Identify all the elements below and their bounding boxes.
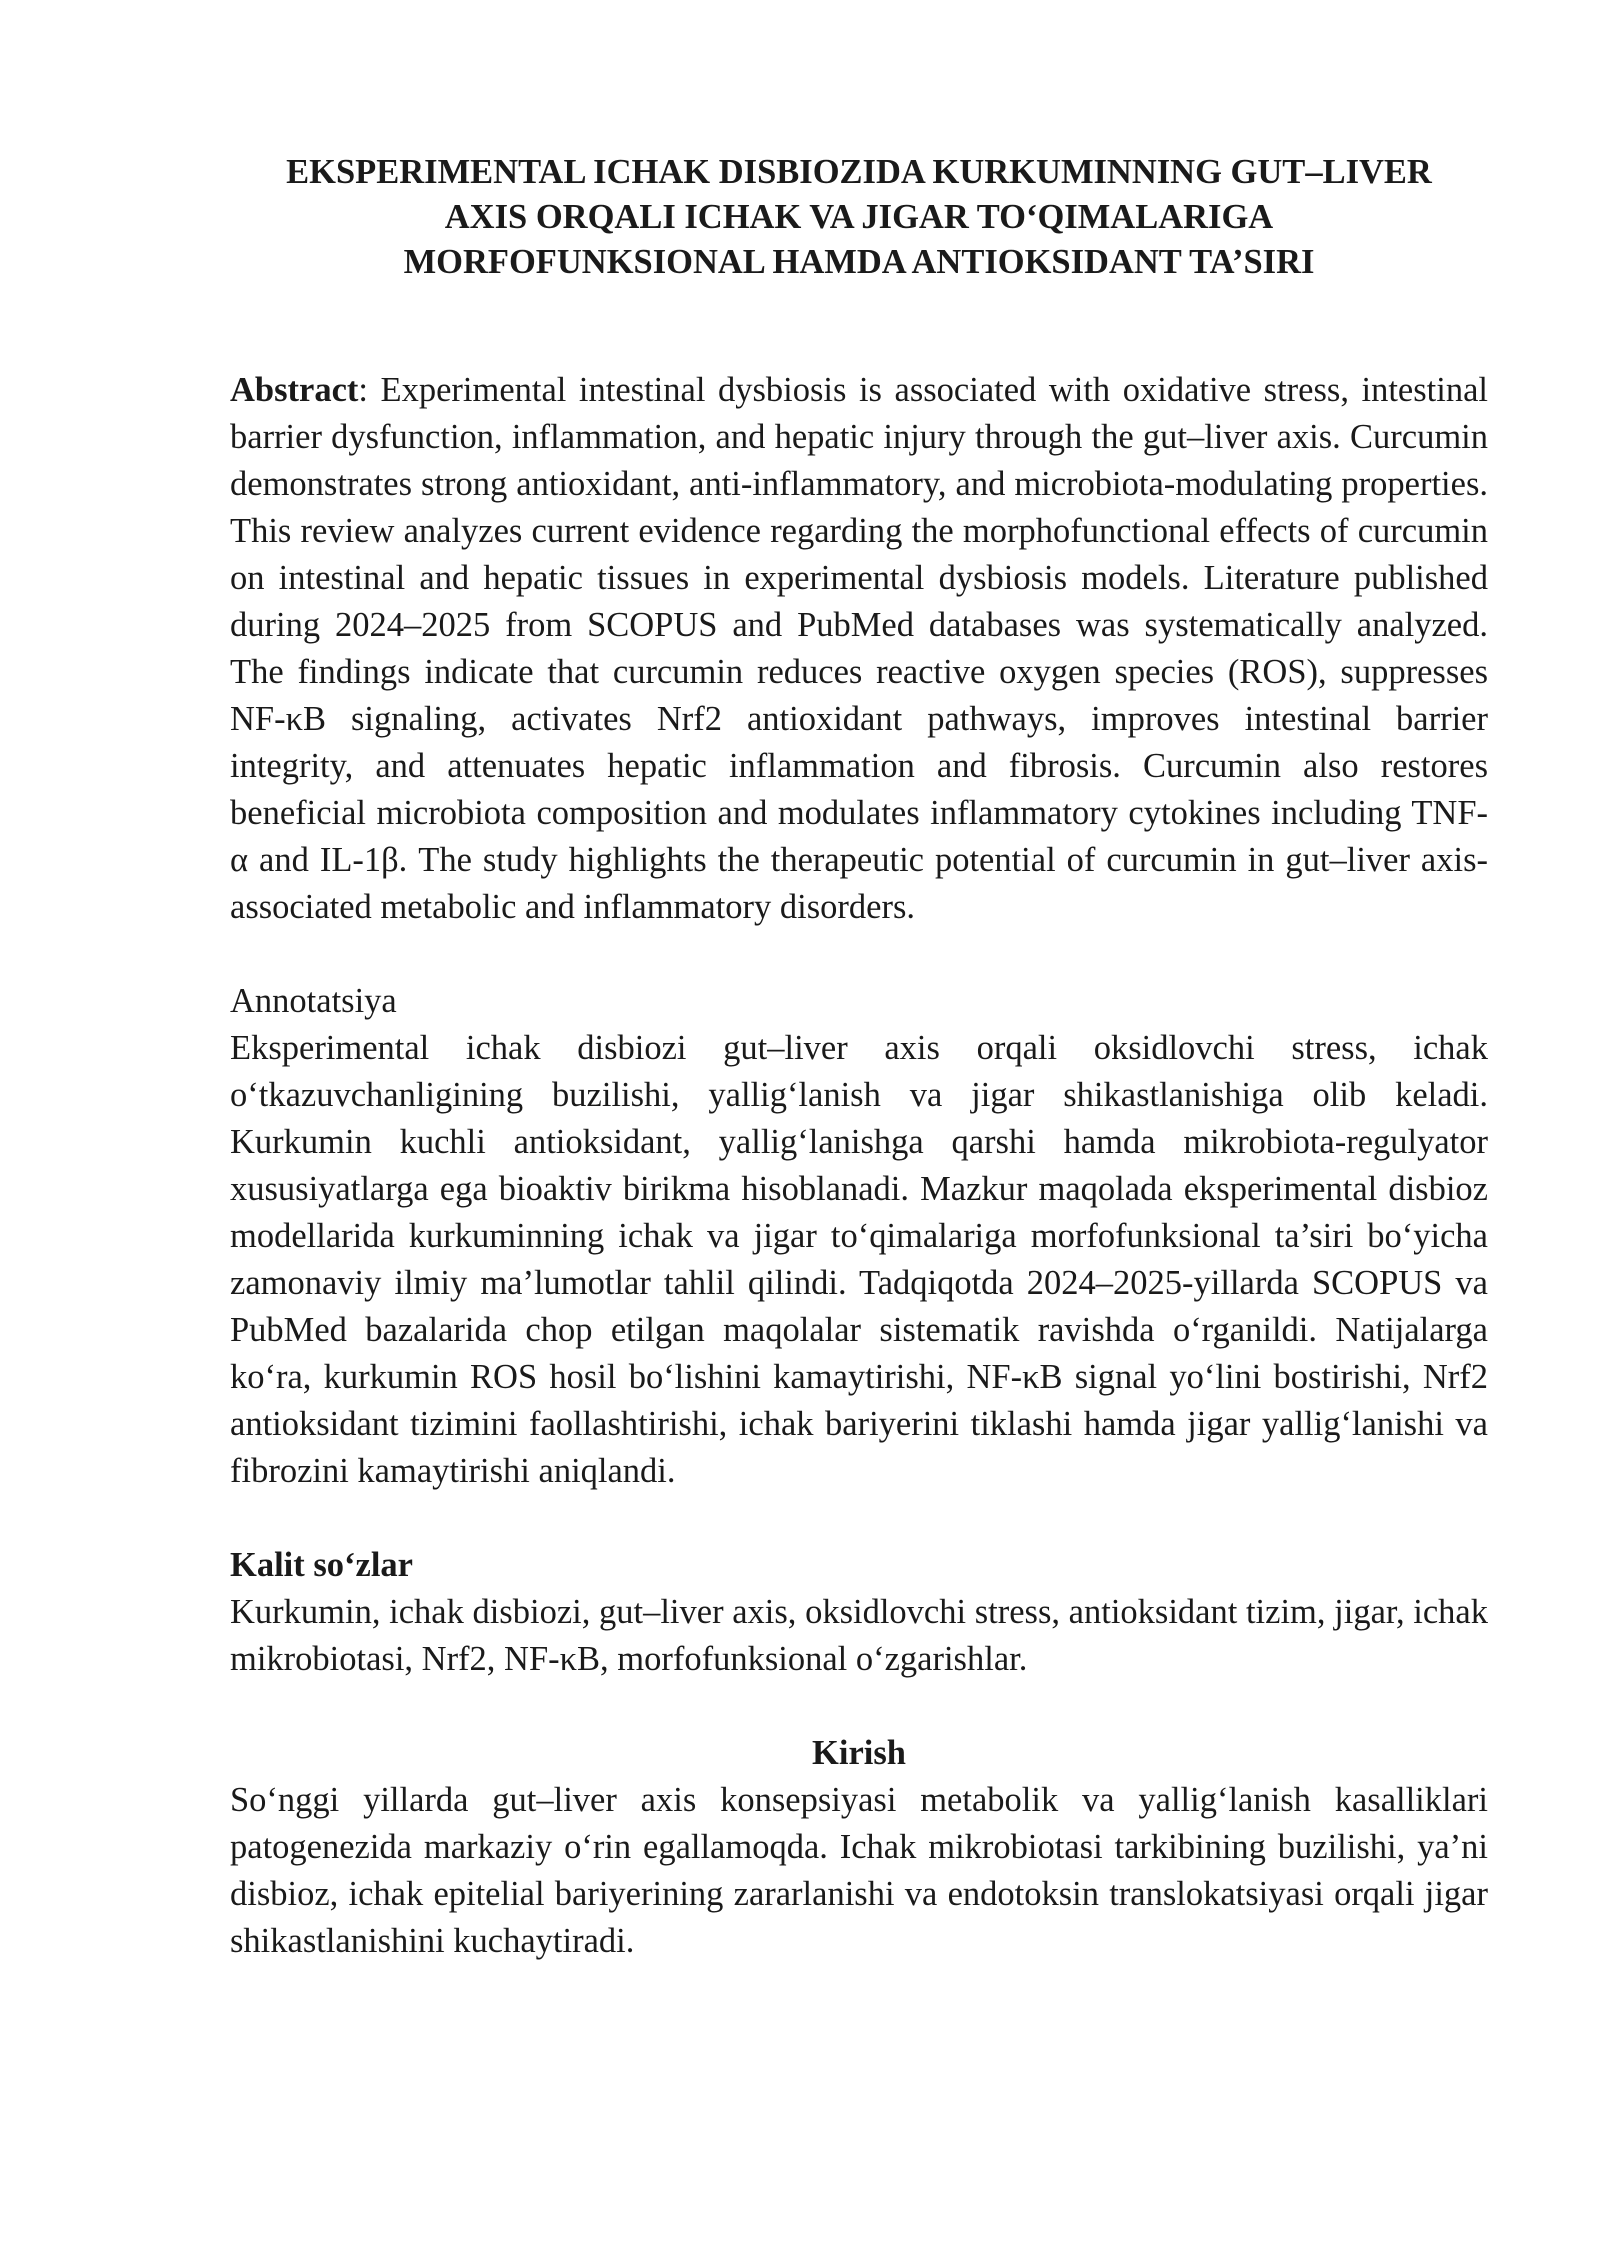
document-page bbox=[230, 150, 1488, 1965]
abstract-text: Experimental intestinal dysbiosis is associated with oxidative stress, intestinal barrier dysfunction, inflammation, and hepatic injury through the gut–liver axis. Curcumin demonstrates strong antioxidant, anti-inflammatory, and microbiota-modulating properties. This review analyzes current evidence regarding the morphofunctional effects of curcumin on intestinal and hepatic tissues in experimental dysbiosis models. Literature published during 2024–2025 from SCOPUS and PubMed databases was systematically analyzed. The findings indicate that curcumin reduces reactive oxygen species (ROS), suppresses NF-κB signaling, activates Nrf2 antioxidant pathways, improves intestinal barrier integrity, and attenuates hepatic inflammation and fibrosis. Curcumin also restores beneficial microbiota composition and modulates inflammatory cytokines including TNF-α and IL-1β. The study highlights the therapeutic potential of curcumin in gut–liver axis-associated metabolic and inflammatory disorders. bbox=[230, 371, 1488, 926]
annotatsiya-text: Eksperimental ichak disbiozi gut–liver axis orqali oksidlovchi stress, ichak o‘tkazuvchanligining buzilishi, yallig‘lanish va jigar shikastlanishiga olib keladi. Kurkumin kuchli antioksidant, yallig‘lanishga qarshi hamda mikrobiota-regulyator xususiyatlarga ega bioaktiv birikma hisoblanadi. Mazkur maqolada eksperimental disbioz modellarida kurkuminning ichak va jigar to‘qimalariga morfofunksional ta’siri bo‘yicha zamonaviy ilmiy ma’lumotlar tahlil qilindi. Tadqiqotda 2024–2025-yillarda SCOPUS va PubMed bazalarida chop etilgan maqolalar sistematik ravishda o‘rganildi. Natijalarga ko‘ra, kurkumin ROS hosil bo‘lishini kamaytirishi, NF-κB signal yo‘lini bostirishi, Nrf2 antioksidant tizimini faollashtirishi, ichak bariyerini tiklashi hamda jigar yallig‘lanishi va fibrozini kamaytirishi aniqlandi. bbox=[230, 1029, 1488, 1490]
keywords-text: Kurkumin, ichak disbiozi, gut–liver axis, oksidlovchi stress, antioksidant tizim, jigar, ichak mikrobiotasi, Nrf2, NF-κB, morfofunksional o‘zgarishlar. bbox=[230, 1593, 1488, 1678]
introduction-text: So‘nggi yillarda gut–liver axis konsepsiyasi metabolik va yallig‘lanish kasalliklari patogenezida markaziy o‘rin egallamoqda. Ichak mikrobiotasi tarkibining buzilishi, ya’ni disbioz, ichak epitelial bariyerining zararlanishi va endotoksin translokatsiyasi orqali jigar shikastlanishini kuchaytiradi. bbox=[230, 1781, 1488, 1960]
abstract-label: Abstract bbox=[230, 371, 359, 409]
introduction-heading: Kirish bbox=[812, 1734, 906, 1772]
annotatsiya-heading: Annotatsiya bbox=[230, 982, 397, 1020]
abstract-paragraph bbox=[230, 367, 1488, 931]
abstract-separator: : bbox=[358, 371, 381, 409]
keywords-heading: Kalit so‘zlar bbox=[230, 1546, 413, 1584]
paper-title: EKSPERIMENTAL ICHAK DISBIOZIDA KURKUMINNING GUT–LIVER AXIS ORQALI ICHAK VA JIGAR TO‘QIMALARIGA MORFOFUNKSIONAL HAMDA ANTIOKSIDANT TA’SIRI bbox=[286, 153, 1432, 281]
